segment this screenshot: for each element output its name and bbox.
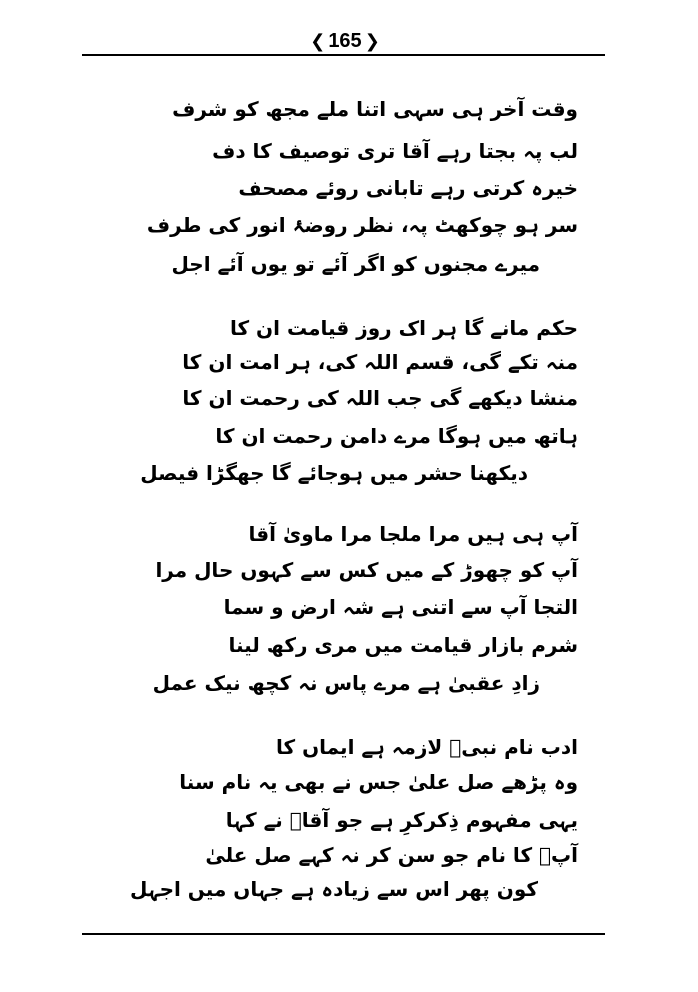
poem-refrain-line: کون پھر اس سے زیادہ ہے جہاں میں اجہل [130, 877, 538, 901]
poem-line: آپؐ کا نام جو سن کر نہ کہے صل علیٰ [205, 843, 578, 867]
poem-line: منہ تکے گی، قسم اللہ کی، ہر امت ان کا [182, 350, 578, 374]
poem-line: حکم مانے گا ہر اک روز قیامت ان کا [229, 316, 578, 340]
poem-refrain-line: میرے مجنوں کو اگر آئے تو یوں آئے اجل [171, 252, 540, 276]
poem-line: آپ ہی ہیں مرا ملجا مرا ماویٰ آقا [248, 522, 578, 546]
poem-line: سر ہو چوکھٹ پہ، نظر روضۂ انور کی طرف [146, 213, 578, 237]
ornament-right: ❯ [364, 30, 380, 52]
poem-line: وہ پڑھے صل علیٰ جس نے بھی یہ نام سنا [179, 770, 578, 794]
footer-rule [82, 933, 605, 935]
poem-line: یہی مفہوم ذِکرکرِ ہے جو آقاؐ نے کہا [225, 808, 578, 832]
poem-line: منشا دیکھے گی جب اللہ کی رحمت ان کا [182, 386, 578, 410]
poem-line: ہاتھ میں ہوگا مرے دامن رحمت ان کا [215, 424, 578, 448]
poem-line: آپ کو چھوڑ کے میں کس سے کہوں حال مرا [155, 558, 578, 582]
poem-line: شرم بازار قیامت میں مری رکھ لینا [228, 633, 578, 657]
poem-line: خیرہ کرتی رہے تابانی روئے مصحف [238, 176, 578, 200]
poem-line: وقت آخر ہی سہی اتنا ملے مجھ کو شرف [172, 97, 578, 121]
page-number-text: 165 [328, 29, 362, 52]
ornament-left: ❮ [310, 30, 326, 52]
poem-line: لب پہ بجتا رہے آقا تری توصیف کا دف [212, 139, 578, 163]
poem-refrain-line: زادِ عقبیٰ ہے مرے پاس نہ کچھ نیک عمل [152, 671, 540, 695]
poem-line: ادب نام نبیؐ لازمہ ہے ایماں کا [275, 735, 578, 759]
poem-line: التجا آپ سے اتنی ہے شہ ارض و سما [223, 595, 578, 619]
poem-refrain-line: دیکھنا حشر میں ہوجائے گا جھگڑا فیصل [140, 461, 528, 485]
